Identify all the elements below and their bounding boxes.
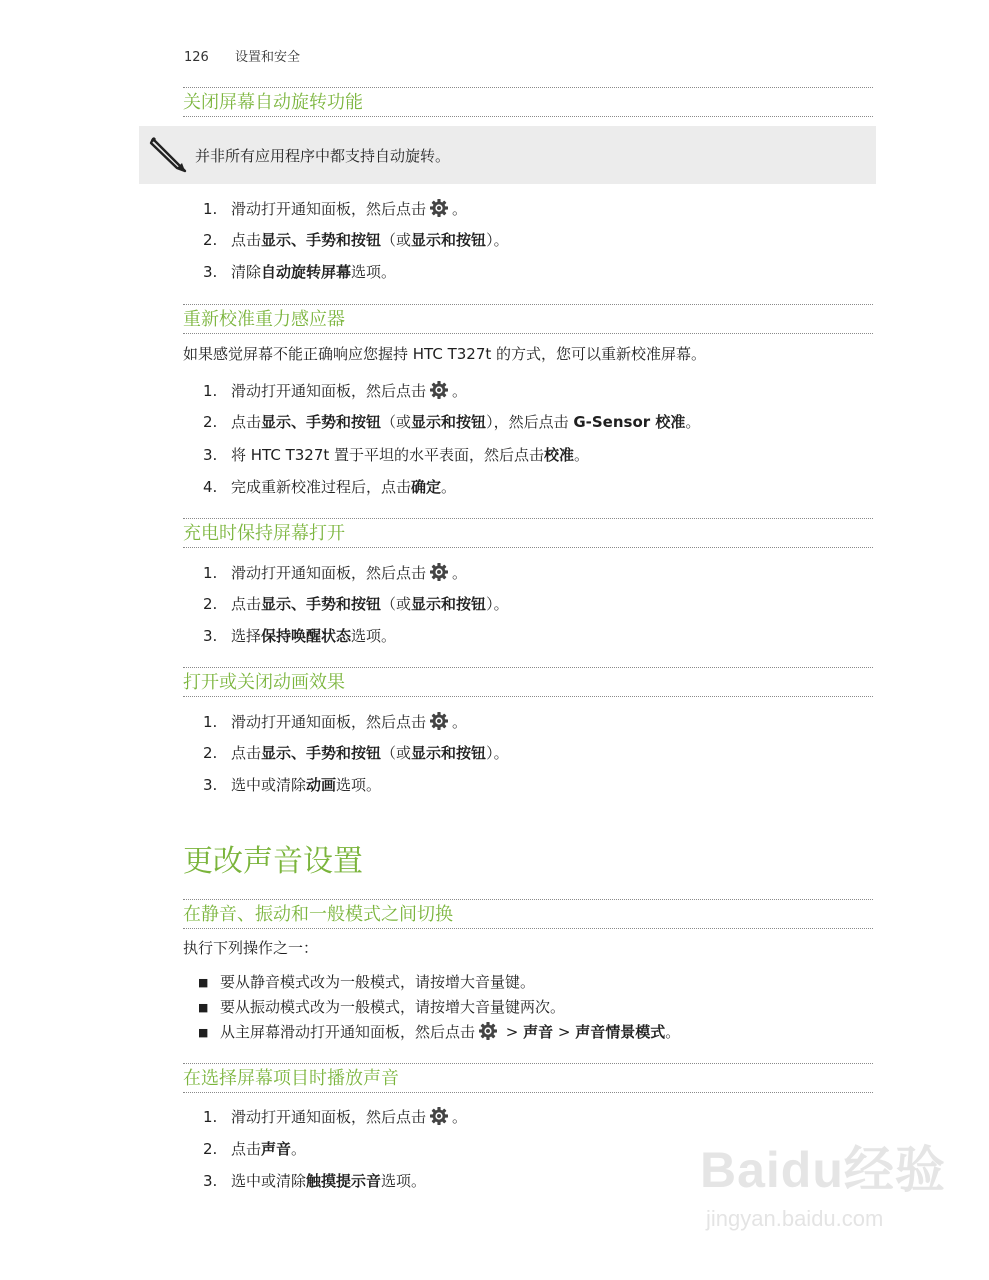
section-intro: 如果感觉屏幕不能正确响应您握持 HTC T327t 的方式，您可以重新校准屏幕。: [183, 345, 707, 363]
section-title-animation: 打开或关闭动画效果: [183, 672, 345, 693]
section-divider: [183, 1063, 873, 1064]
baidu-watermark: [700, 1130, 946, 1240]
section-divider: [183, 333, 873, 334]
chapter-heading-sound: 更改声音设置: [183, 844, 363, 879]
list-item: 2. 点击显示、手势和按钮（或显示和按钮）。: [203, 231, 509, 249]
section-divider: [183, 87, 873, 88]
section-divider: [183, 518, 873, 519]
list-item: 3. 选中或清除动画选项。: [203, 776, 382, 794]
bullet-item: ■ 要从静音模式改为一般模式，请按增大音量键。: [198, 973, 536, 991]
list-item: 3. 选中或清除触摸提示音选项。: [203, 1172, 427, 1190]
settings-gear-icon: [429, 1106, 449, 1126]
bullet-item: ■ 要从振动模式改为一般模式，请按增大音量键两次。: [198, 998, 566, 1016]
watermark-logo: Baidu经验: [700, 1142, 946, 1198]
section-divider: [183, 116, 873, 117]
section-divider: [183, 696, 873, 697]
bullet-icon: ■: [198, 976, 209, 989]
section-title-disable-rotation: 关闭屏幕自动旋转功能: [183, 92, 363, 113]
list-item: 2. 点击声音。: [203, 1140, 307, 1158]
note-box: [139, 126, 876, 184]
section-divider: [183, 304, 873, 305]
bullet-item: ■ 从主屏幕滑动打开通知面板，然后点击 > 声音 > 声音情景模式。: [198, 1023, 681, 1041]
list-item: 1. 滑动打开通知面板，然后点击 。: [203, 713, 468, 731]
section-intro: 执行下列操作之一：: [183, 939, 319, 957]
section-title-keep-screen-on: 充电时保持屏幕打开: [183, 523, 345, 544]
section-divider: [183, 1092, 873, 1093]
list-item: 3. 选择保持唤醒状态选项。: [203, 627, 397, 645]
page-header: [184, 46, 300, 65]
section-divider: [183, 547, 873, 548]
section-divider: [183, 928, 873, 929]
list-item: 4. 完成重新校准过程后，点击确定。: [203, 478, 457, 496]
list-item: 2. 点击显示、手势和按钮（或显示和按钮）。: [203, 744, 509, 762]
settings-gear-icon: [429, 198, 449, 218]
section-divider: [183, 899, 873, 900]
settings-gear-icon: [478, 1021, 498, 1041]
chapter-title: 设置和安全: [234, 50, 300, 65]
bullet-icon: ■: [198, 1001, 209, 1014]
list-item: 1. 滑动打开通知面板，然后点击 。: [203, 1108, 468, 1126]
section-title-recalibrate: 重新校准重力感应器: [183, 309, 345, 330]
settings-gear-icon: [429, 380, 449, 400]
page-number: 126: [184, 50, 209, 65]
list-item: 1. 滑动打开通知面板，然后点击 。: [203, 200, 468, 218]
list-item: 3. 清除自动旋转屏幕选项。: [203, 263, 397, 281]
section-title-touch-sounds: 在选择屏幕项目时播放声音: [183, 1068, 399, 1089]
note-text: 并非所有应用程序中都支持自动旋转。: [195, 147, 451, 165]
pencil-note-icon: [147, 135, 189, 175]
list-item: 1. 滑动打开通知面板，然后点击 。: [203, 382, 468, 400]
section-title-sound-modes: 在静音、振动和一般模式之间切换: [183, 904, 453, 925]
list-item: 3. 将 HTC T327t 置于平坦的水平表面，然后点击校准。: [203, 446, 590, 464]
settings-gear-icon: [429, 562, 449, 582]
settings-gear-icon: [429, 711, 449, 731]
list-item: 2. 点击显示、手势和按钮（或显示和按钮）。: [203, 595, 509, 613]
list-item: 2. 点击显示、手势和按钮（或显示和按钮），然后点击 G-Sensor 校准。: [203, 413, 701, 431]
watermark-url: jingyan.baidu.com: [706, 1206, 884, 1231]
bullet-icon: ■: [198, 1026, 209, 1039]
list-item: 1. 滑动打开通知面板，然后点击 。: [203, 564, 468, 582]
section-divider: [183, 667, 873, 668]
